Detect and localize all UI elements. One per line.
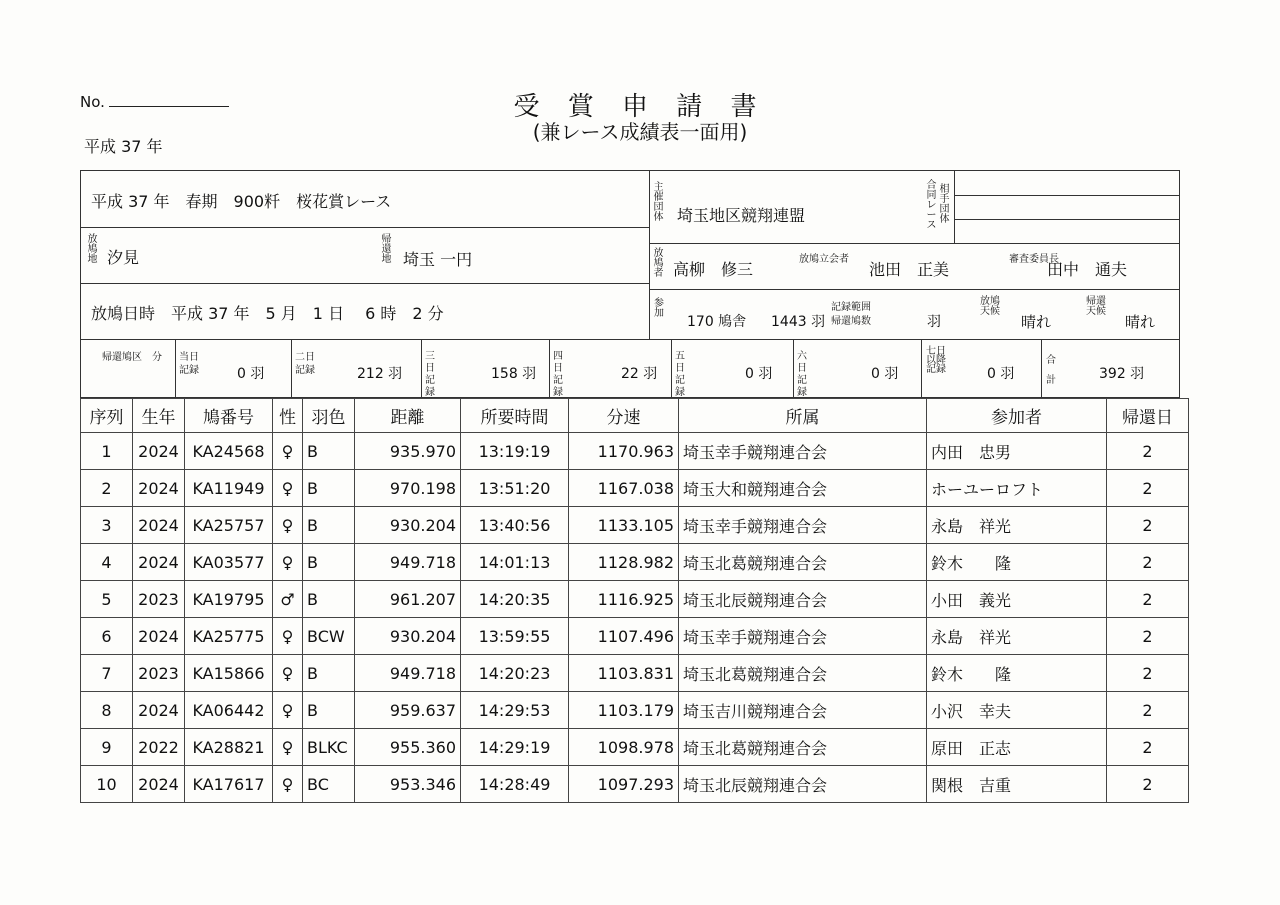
release-site-label: 放鳩地: [87, 234, 98, 265]
cell-distance: 955.360: [355, 729, 461, 766]
cell-rank: 10: [81, 766, 133, 803]
cell-sex: ♀: [273, 544, 303, 581]
cell-distance: 930.204: [355, 618, 461, 655]
cell-rank: 8: [81, 692, 133, 729]
cell-club: 埼玉北辰競翔連合会: [679, 581, 927, 618]
cell-participant: 鈴木 隆: [927, 655, 1107, 692]
cell-rank: 6: [81, 618, 133, 655]
cell-birth-year: 2023: [133, 655, 185, 692]
cell-return-day: 2: [1107, 544, 1189, 581]
table-row: [81, 692, 1189, 729]
cell-flight-time: 13:59:55: [461, 618, 569, 655]
total-value: 392 羽: [1099, 366, 1145, 382]
cell-club: 埼玉北辰競翔連合会: [679, 766, 927, 803]
cell-flight-time: 13:51:20: [461, 470, 569, 507]
cell-birth-year: 2024: [133, 544, 185, 581]
cell-speed: 1097.293: [569, 766, 679, 803]
cell-sex: ♀: [273, 618, 303, 655]
cell-rank: 3: [81, 507, 133, 544]
table-row: [81, 433, 1189, 470]
cell-speed: 1103.179: [569, 692, 679, 729]
day6-value: 0 羽: [871, 366, 899, 382]
header-return-day: 帰還日: [1107, 399, 1189, 433]
cell-participant: 鈴木 隆: [927, 544, 1107, 581]
cell-return-day: 2: [1107, 581, 1189, 618]
cell-birth-year: 2024: [133, 766, 185, 803]
cell-birth-year: 2022: [133, 729, 185, 766]
race-name: 平成 37 年 春期 900粁 桜花賞レース: [91, 192, 392, 211]
cell-flight-time: 14:20:23: [461, 655, 569, 692]
page-subtitle: (兼レース成績表一面用): [532, 120, 748, 144]
cell-flight-time: 14:29:53: [461, 692, 569, 729]
cell-distance: 970.198: [355, 470, 461, 507]
header-participant: 参加者: [927, 399, 1107, 433]
cell-return-day: 2: [1107, 470, 1189, 507]
day3-value: 158 羽: [491, 366, 537, 382]
cell-sex: ♀: [273, 729, 303, 766]
cell-rank: 4: [81, 544, 133, 581]
header-speed: 分速: [569, 399, 679, 433]
cell-birth-year: 2024: [133, 433, 185, 470]
cell-flight-time: 14:28:49: [461, 766, 569, 803]
cell-rank: 7: [81, 655, 133, 692]
host-label: 主催団体: [653, 182, 664, 223]
day5-label: 五日記録: [675, 351, 685, 398]
release-weather-label: 放鳩天候: [980, 296, 1000, 317]
cell-participant: 永島 祥光: [927, 618, 1107, 655]
cell-speed: 1128.982: [569, 544, 679, 581]
return-weather-label: 帰還天候: [1086, 296, 1106, 317]
witness-label: 放鳩立会者: [799, 254, 849, 265]
header-flight-time: 所要時間: [461, 399, 569, 433]
cell-flight-time: 13:40:56: [461, 507, 569, 544]
cell-distance: 961.207: [355, 581, 461, 618]
header-ring-number: 鳩番号: [185, 399, 273, 433]
joint-race-label: 合同レース: [926, 180, 937, 231]
header-distance: 距離: [355, 399, 461, 433]
cell-ring-number: KA25757: [185, 507, 273, 544]
cell-color: B: [303, 692, 355, 729]
day3-label: 三日記録: [425, 351, 435, 398]
cell-return-day: 2: [1107, 507, 1189, 544]
cell-rank: 2: [81, 470, 133, 507]
cell-color: B: [303, 655, 355, 692]
cell-return-day: 2: [1107, 433, 1189, 470]
table-row: [81, 470, 1189, 507]
cell-speed: 1133.105: [569, 507, 679, 544]
cell-color: B: [303, 470, 355, 507]
cell-birth-year: 2024: [133, 692, 185, 729]
returns-label: 帰還鳩区 分: [102, 352, 162, 363]
return-weather-value: 晴れ: [1125, 313, 1156, 331]
cell-color: B: [303, 581, 355, 618]
cell-flight-time: 14:20:35: [461, 581, 569, 618]
cell-club: 埼玉北葛競翔連合会: [679, 544, 927, 581]
partner-label: 相手団体: [939, 184, 950, 225]
cell-club: 埼玉大和競翔連合会: [679, 470, 927, 507]
cell-sex: ♀: [273, 507, 303, 544]
judge-label: 審査委員長: [1009, 254, 1059, 265]
return-count-label: 帰還鳩数: [831, 316, 871, 327]
release-weather-value: 晴れ: [1021, 313, 1052, 331]
table-row: [81, 544, 1189, 581]
cell-color: B: [303, 507, 355, 544]
table-row: [81, 766, 1189, 803]
cell-return-day: 2: [1107, 766, 1189, 803]
header-color: 羽色: [303, 399, 355, 433]
cell-ring-number: KA25775: [185, 618, 273, 655]
cell-rank: 9: [81, 729, 133, 766]
cell-speed: 1167.038: [569, 470, 679, 507]
cell-distance: 949.718: [355, 655, 461, 692]
day6-label: 六日記録: [797, 351, 807, 398]
cell-ring-number: KA24568: [185, 433, 273, 470]
cell-ring-number: KA03577: [185, 544, 273, 581]
cell-ring-number: KA15866: [185, 655, 273, 692]
return-site-label: 帰還地: [381, 234, 392, 265]
cell-flight-time: 14:01:13: [461, 544, 569, 581]
cell-speed: 1103.831: [569, 655, 679, 692]
table-row: [81, 507, 1189, 544]
cell-speed: 1107.496: [569, 618, 679, 655]
bird-count: 1443 羽: [771, 314, 826, 330]
return-site-value: 埼玉 一円: [403, 250, 473, 269]
cell-return-day: 2: [1107, 729, 1189, 766]
cell-return-day: 2: [1107, 618, 1189, 655]
cell-club: 埼玉北葛競翔連合会: [679, 729, 927, 766]
table-row: [81, 618, 1189, 655]
race-info-box: [80, 170, 1180, 398]
cell-birth-year: 2024: [133, 470, 185, 507]
day2-value: 212 羽: [357, 366, 403, 382]
cell-flight-time: 13:19:19: [461, 433, 569, 470]
cell-participant: 関根 吉重: [927, 766, 1107, 803]
cell-birth-year: 2024: [133, 618, 185, 655]
return-count-unit: 羽: [927, 314, 941, 330]
header-rank: 序列: [81, 399, 133, 433]
day4-label: 四日記録: [553, 351, 563, 398]
table-body: [81, 433, 1189, 803]
cell-speed: 1116.925: [569, 581, 679, 618]
day5-value: 0 羽: [745, 366, 773, 382]
cell-return-day: 2: [1107, 692, 1189, 729]
table-header-row: [81, 399, 1189, 433]
day1-label: 当日記録: [179, 352, 199, 376]
day2-label: 二日記録: [295, 352, 315, 376]
cell-ring-number: KA19795: [185, 581, 273, 618]
cell-rank: 1: [81, 433, 133, 470]
cell-ring-number: KA17617: [185, 766, 273, 803]
cell-distance: 959.637: [355, 692, 461, 729]
cell-speed: 1170.963: [569, 433, 679, 470]
release-site-value: 汐見: [107, 248, 140, 267]
table-row: [81, 729, 1189, 766]
total-label: 合計: [1046, 355, 1056, 386]
cell-club: 埼玉吉川競翔連合会: [679, 692, 927, 729]
witness-value: 池田 正美: [869, 260, 950, 279]
cell-sex: ♀: [273, 766, 303, 803]
cell-speed: 1098.978: [569, 729, 679, 766]
cell-participant: ホーユーロフト: [927, 470, 1107, 507]
cell-sex: ♂: [273, 581, 303, 618]
page-title: 受 賞 申 請 書: [513, 92, 767, 122]
cell-participant: 小田 義光: [927, 581, 1107, 618]
table-row: [81, 655, 1189, 692]
day7-label: 七日以降記録: [926, 346, 946, 375]
cell-distance: 930.204: [355, 507, 461, 544]
era-year: 平成 37 年: [84, 137, 163, 156]
cell-participant: 内田 忠男: [927, 433, 1107, 470]
releaser-value: 高柳 修三: [673, 260, 754, 279]
cell-club: 埼玉幸手競翔連合会: [679, 507, 927, 544]
cell-birth-year: 2023: [133, 581, 185, 618]
cell-club: 埼玉幸手競翔連合会: [679, 618, 927, 655]
cell-color: B: [303, 433, 355, 470]
cell-club: 埼玉北葛競翔連合会: [679, 655, 927, 692]
cell-sex: ♀: [273, 433, 303, 470]
document-number-label: No.: [80, 93, 105, 111]
cell-color: B: [303, 544, 355, 581]
cell-return-day: 2: [1107, 655, 1189, 692]
day1-value: 0 羽: [237, 366, 265, 382]
cell-ring-number: KA11949: [185, 470, 273, 507]
cell-sex: ♀: [273, 655, 303, 692]
loft-count: 170 鳩舎: [687, 314, 747, 330]
cell-birth-year: 2024: [133, 507, 185, 544]
cell-participant: 永島 祥光: [927, 507, 1107, 544]
cell-color: BLKC: [303, 729, 355, 766]
cell-distance: 949.718: [355, 544, 461, 581]
cell-color: BC: [303, 766, 355, 803]
host-value: 埼玉地区競翔連盟: [677, 206, 806, 225]
table-row: [81, 581, 1189, 618]
cell-flight-time: 14:29:19: [461, 729, 569, 766]
header-sex: 性: [273, 399, 303, 433]
cell-ring-number: KA28821: [185, 729, 273, 766]
judge-value: 田中 通夫: [1047, 260, 1128, 279]
cell-participant: 原田 正志: [927, 729, 1107, 766]
release-time: 放鳩日時 平成 37 年 5 月 1 日 6 時 2 分: [91, 304, 444, 323]
day7-value: 0 羽: [987, 366, 1015, 382]
cell-color: BCW: [303, 618, 355, 655]
header-birth-year: 生年: [133, 399, 185, 433]
cell-sex: ♀: [273, 692, 303, 729]
day4-value: 22 羽: [621, 366, 658, 382]
participation-label: 参加: [654, 298, 664, 319]
cell-rank: 5: [81, 581, 133, 618]
header-club: 所属: [679, 399, 927, 433]
cell-participant: 小沢 幸夫: [927, 692, 1107, 729]
releaser-label: 放鳩者: [653, 248, 664, 279]
results-table: [80, 398, 1189, 803]
range-label: 記録範囲: [831, 302, 871, 313]
cell-club: 埼玉幸手競翔連合会: [679, 433, 927, 470]
cell-ring-number: KA06442: [185, 692, 273, 729]
cell-sex: ♀: [273, 470, 303, 507]
cell-distance: 935.970: [355, 433, 461, 470]
cell-distance: 953.346: [355, 766, 461, 803]
